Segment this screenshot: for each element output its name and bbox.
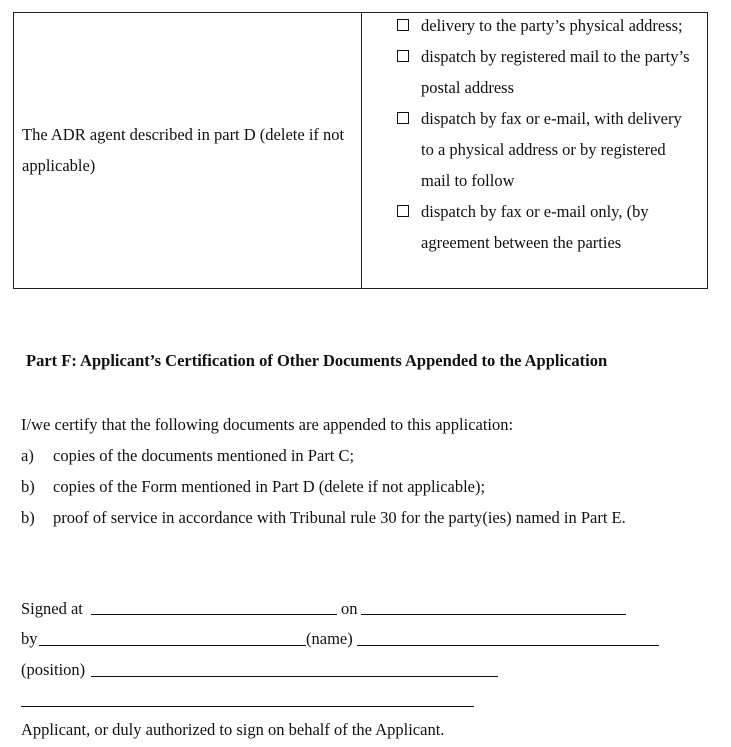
checkbox-icon[interactable]	[397, 112, 409, 124]
list-marker: b)	[21, 508, 35, 527]
signed-at-field[interactable]	[91, 614, 337, 615]
list-marker: b)	[21, 477, 35, 496]
option-fax-email-only	[397, 196, 697, 258]
name-label: (name)	[306, 629, 353, 648]
signature-line[interactable]	[21, 706, 474, 707]
service-method-table	[13, 12, 708, 289]
option-fax-email-with-followup	[397, 103, 697, 196]
position-label: (position)	[21, 660, 86, 679]
list-item	[21, 471, 701, 502]
certification-section	[21, 409, 701, 533]
option-physical-delivery	[397, 10, 697, 41]
list-item-text: copies of the Form mentioned in Part D (delete if not applicable);	[53, 477, 486, 496]
option-label: dispatch by registered mail to the party’s postal address	[421, 47, 690, 97]
service-options-list	[397, 10, 697, 258]
list-item-text: copies of the documents mentioned in Part C;	[53, 446, 355, 465]
date-field[interactable]	[361, 614, 626, 615]
checkbox-icon[interactable]	[397, 19, 409, 31]
option-label: delivery to the party’s physical address;	[421, 16, 683, 35]
name-field[interactable]	[357, 645, 659, 646]
list-marker: a)	[21, 446, 34, 465]
checkbox-icon[interactable]	[397, 50, 409, 62]
list-item	[21, 440, 701, 471]
option-label: dispatch by fax or e-mail only, (by agreement between the parties	[421, 202, 649, 252]
checkbox-icon[interactable]	[397, 205, 409, 217]
position-field[interactable]	[91, 676, 498, 677]
list-item-text: proof of service in accordance with Tribunal rule 30 for the party(ies) named in Part E.	[53, 508, 626, 527]
on-label: on	[341, 599, 358, 618]
by-label: by	[21, 629, 38, 648]
part-f-heading: Part F: Applicant’s Certification of Other Documents Appended to the Application	[26, 351, 608, 370]
by-field[interactable]	[39, 645, 306, 646]
adr-agent-cell: The ADR agent described in part D (delete if not applicable)	[22, 125, 345, 175]
option-registered-mail	[397, 41, 697, 103]
table-column-divider	[361, 13, 362, 288]
certification-intro: I/we certify that the following documents are appended to this application:	[21, 415, 514, 434]
list-item	[21, 502, 701, 533]
signature-caption: Applicant, or duly authorized to sign on behalf of the Applicant.	[21, 720, 445, 739]
signed-at-label: Signed at	[21, 599, 83, 618]
option-label: dispatch by fax or e-mail, with delivery to a physical address or by registered mail to follow	[421, 109, 682, 190]
